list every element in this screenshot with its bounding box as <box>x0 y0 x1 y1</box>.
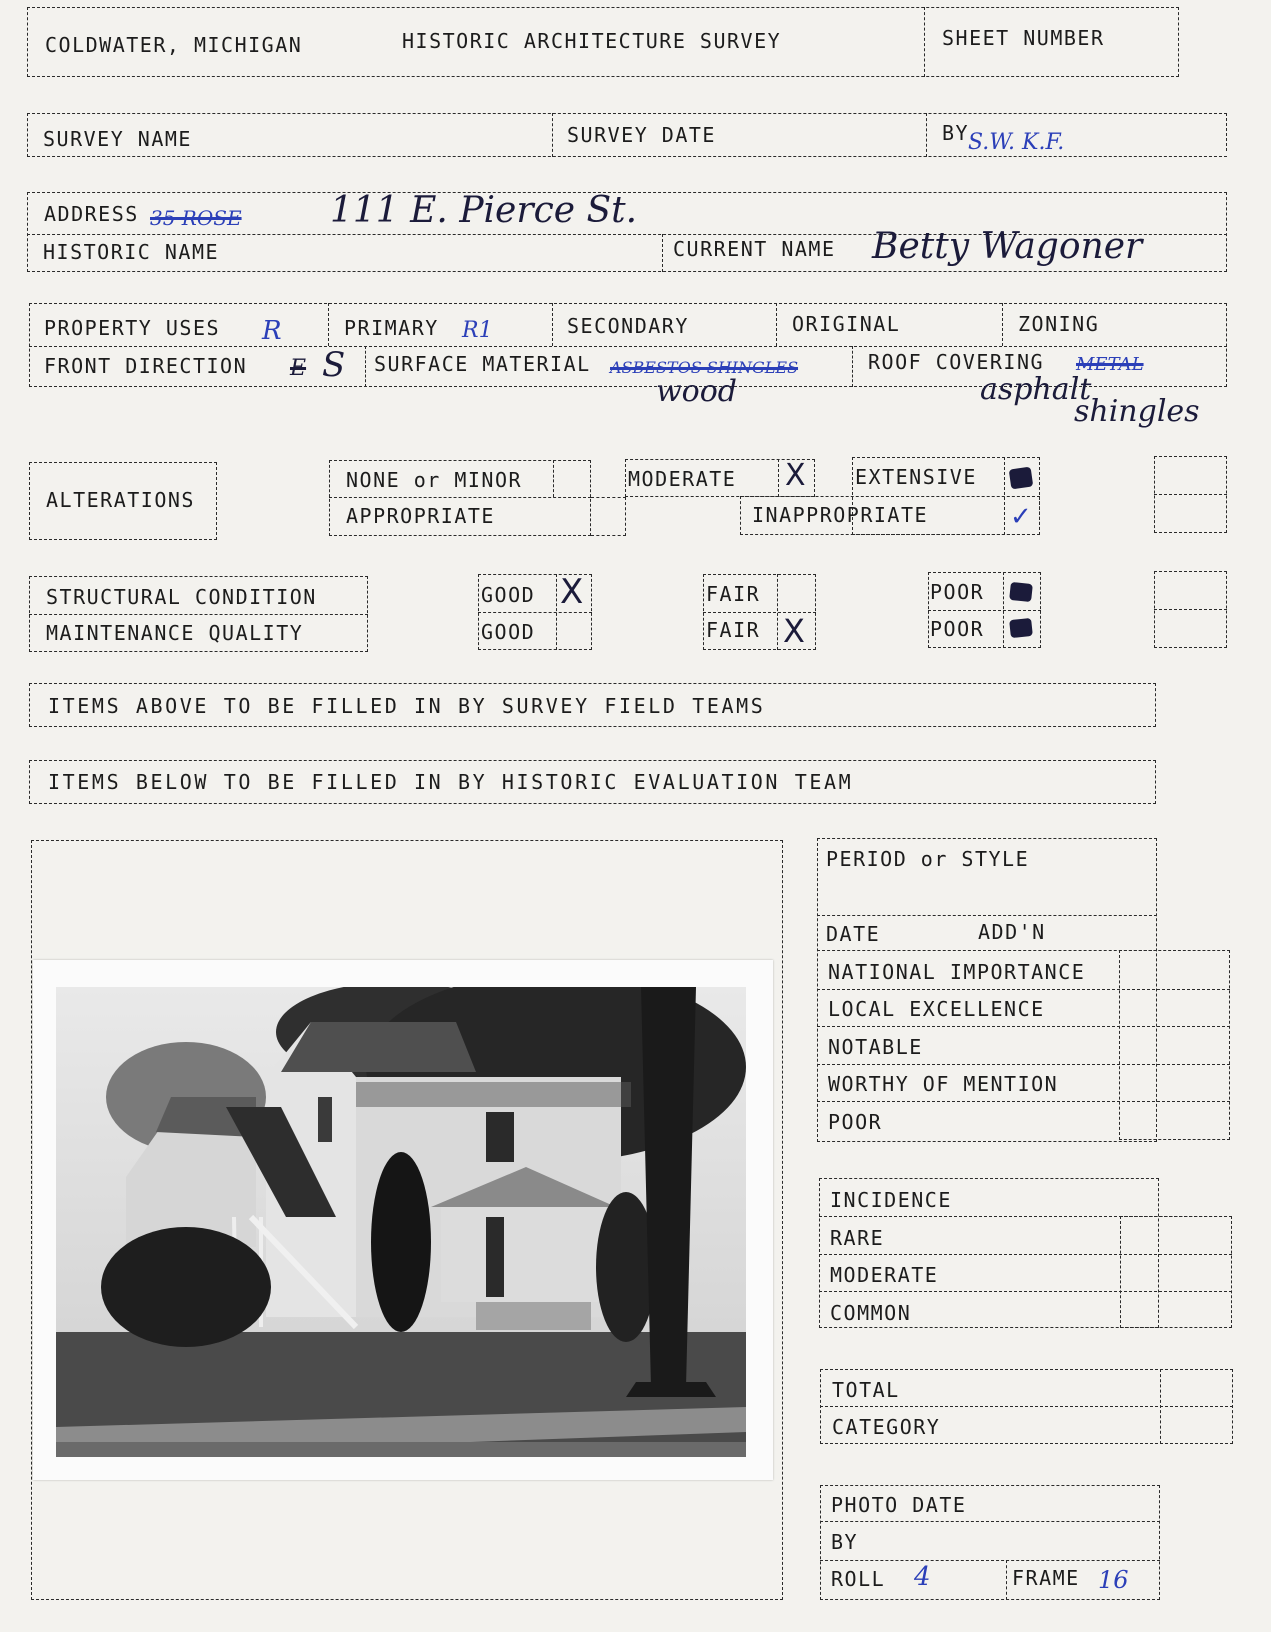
house-photo-print <box>33 960 773 1480</box>
sheet-number-label: SHEET NUMBER <box>942 26 1105 50</box>
extensive-label: EXTENSIVE <box>855 465 977 489</box>
current-name-divider <box>662 234 663 272</box>
front-direction-struck: E <box>290 356 307 381</box>
primary-value: R1 <box>462 318 493 343</box>
evaluation-score-col <box>1119 950 1230 1140</box>
survey-by-value: S.W. K.F. <box>968 130 1065 155</box>
header-divider <box>924 7 925 77</box>
eval-line-4 <box>817 1064 1230 1065</box>
maintenance-good-label: GOOD <box>481 620 536 644</box>
inappropriate-label: INAPPROPRIATE <box>752 503 929 527</box>
roof-covering-label: ROOF COVERING <box>868 350 1045 374</box>
structural-fair-label: FAIR <box>706 582 761 606</box>
primary-label: PRIMARY <box>344 316 439 340</box>
incidence-row-moderate: MODERATE <box>830 1263 939 1287</box>
condition-extra-mid <box>1154 609 1227 610</box>
incidence-label: INCIDENCE <box>830 1188 952 1212</box>
frame-label: FRAME <box>1012 1566 1080 1590</box>
maintenance-fair-check-mark: X <box>783 612 805 650</box>
photo-date-label: PHOTO DATE <box>831 1493 967 1517</box>
front-direction-value: S <box>322 345 346 385</box>
inc-line-3 <box>819 1291 1232 1292</box>
period-style-label: PERIOD or STYLE <box>826 847 1030 871</box>
notes-below-label: ITEMS BELOW TO BE FILLED IN BY HISTORIC EVALUATION TEAM <box>48 770 854 794</box>
eval-line-3 <box>817 1026 1230 1027</box>
extensive-scribble-mark <box>1009 467 1034 490</box>
survey-by-label: BY <box>942 121 970 145</box>
moderate-check-mark: X <box>785 458 806 493</box>
poor-checkdiv <box>1003 572 1004 648</box>
good-mid <box>478 612 592 613</box>
surface-material-struck: ASBESTOS SHINGLES <box>610 358 799 377</box>
maintenance-poor-scribble-mark <box>1009 618 1033 638</box>
zoning-label: ZONING <box>1018 312 1100 336</box>
appropriate-label: APPROPRIATE <box>346 504 495 528</box>
photo-by-label: BY <box>831 1530 859 1554</box>
property-div-6 <box>852 346 853 387</box>
good-checkdiv <box>556 574 557 650</box>
eval-line-1 <box>817 950 1157 951</box>
roll-label: ROLL <box>831 1567 886 1591</box>
inc-line-2 <box>819 1254 1232 1255</box>
eval-row-notable: NOTABLE <box>828 1035 923 1059</box>
moderate-label: MODERATE <box>628 467 737 491</box>
survey-divider-1 <box>552 113 553 157</box>
surface-material-value: wood <box>656 374 738 409</box>
extensive-checkdiv <box>1004 457 1005 535</box>
maintenance-fair-label: FAIR <box>706 618 761 642</box>
alterations-label: ALTERATIONS <box>46 488 195 512</box>
property-uses-value: R <box>262 316 282 346</box>
survey-date-label: SURVEY DATE <box>567 123 716 147</box>
none-minor-checkdiv <box>553 460 554 497</box>
roll-value: 4 <box>914 1562 931 1592</box>
moderate-checkdiv <box>778 459 779 497</box>
secondary-label: SECONDARY <box>567 314 689 338</box>
appropriate-ext-box <box>591 497 626 536</box>
eval-row-national: NATIONAL IMPORTANCE <box>828 960 1086 984</box>
maintenance-poor-label: POOR <box>930 617 985 641</box>
total-mid <box>820 1406 1233 1407</box>
structural-condition-label: STRUCTURAL CONDITION <box>46 585 317 609</box>
total-divider <box>1160 1369 1161 1444</box>
address-struck-value: 35 ROSE <box>150 206 242 230</box>
address-label: ADDRESS <box>44 202 139 226</box>
address-value: 111 E. Pierce St. <box>330 190 638 231</box>
eval-row-local: LOCAL EXCELLENCE <box>828 997 1045 1021</box>
incidence-row-common: COMMON <box>830 1301 912 1325</box>
property-div-4 <box>1002 303 1003 346</box>
none-minor-label: NONE or MINOR <box>346 468 523 492</box>
inc-line-1 <box>819 1216 1232 1217</box>
structural-poor-scribble-mark <box>1009 582 1033 602</box>
roof-covering-value-2: shingles <box>1074 394 1200 429</box>
roof-covering-value-1: asphalt <box>980 372 1092 407</box>
none-minor-mid <box>329 497 591 498</box>
eval-row-worthy: WORTHY OF MENTION <box>828 1072 1059 1096</box>
roll-frame-divider <box>1006 1560 1007 1600</box>
incidence-score-col <box>1120 1216 1232 1328</box>
survey-divider-2 <box>926 113 927 157</box>
eval-line-date <box>817 915 1157 916</box>
evaluation-box <box>817 838 1157 1142</box>
survey-divider-3 <box>1226 113 1227 151</box>
property-uses-label: PROPERTY USES <box>44 316 221 340</box>
alterations-extra-mid <box>1154 494 1227 495</box>
house-photo <box>56 987 746 1457</box>
property-div-3 <box>776 303 777 346</box>
original-label: ORIGINAL <box>792 312 901 336</box>
front-direction-label: FRONT DIRECTION <box>44 354 248 378</box>
condition-label-mid <box>29 614 368 615</box>
current-name-value: Betty Wagoner <box>872 226 1143 267</box>
frame-value: 16 <box>1098 1566 1129 1594</box>
survey-title: HISTORIC ARCHITECTURE SURVEY <box>402 29 782 53</box>
maintenance-quality-label: MAINTENANCE QUALITY <box>46 621 304 645</box>
survey-name-label: SURVEY NAME <box>43 127 192 151</box>
inappropriate-check-mark: ✓ <box>1010 502 1032 532</box>
photo-info-line-2 <box>820 1560 1160 1561</box>
property-div-1 <box>328 303 329 346</box>
eval-row-poor: POOR <box>828 1110 883 1134</box>
eval-line-2 <box>817 989 1230 990</box>
date-label: DATE <box>826 922 881 946</box>
roof-covering-struck: METAL <box>1076 354 1144 375</box>
fair-checkdiv <box>777 574 778 650</box>
current-name-label: CURRENT NAME <box>673 237 836 261</box>
structural-good-check-mark: X <box>560 572 584 612</box>
property-div-2 <box>552 303 553 346</box>
surface-material-label: SURFACE MATERIAL <box>374 352 591 376</box>
incidence-row-rare: RARE <box>830 1226 885 1250</box>
addn-label: ADD'N <box>978 920 1046 944</box>
poor-mid <box>928 610 1041 611</box>
location-label: COLDWATER, MICHIGAN <box>45 33 303 57</box>
structural-poor-label: POOR <box>930 580 985 604</box>
notes-above-label: ITEMS ABOVE TO BE FILLED IN BY SURVEY FIELD TEAMS <box>48 694 766 718</box>
eval-line-5 <box>817 1101 1230 1102</box>
photo-info-line-1 <box>820 1521 1160 1522</box>
total-label: TOTAL <box>832 1378 900 1402</box>
category-label: CATEGORY <box>832 1415 941 1439</box>
property-mid-line <box>29 346 1227 347</box>
property-div-5 <box>365 346 366 387</box>
historic-name-label: HISTORIC NAME <box>43 240 220 264</box>
structural-good-label: GOOD <box>481 583 536 607</box>
